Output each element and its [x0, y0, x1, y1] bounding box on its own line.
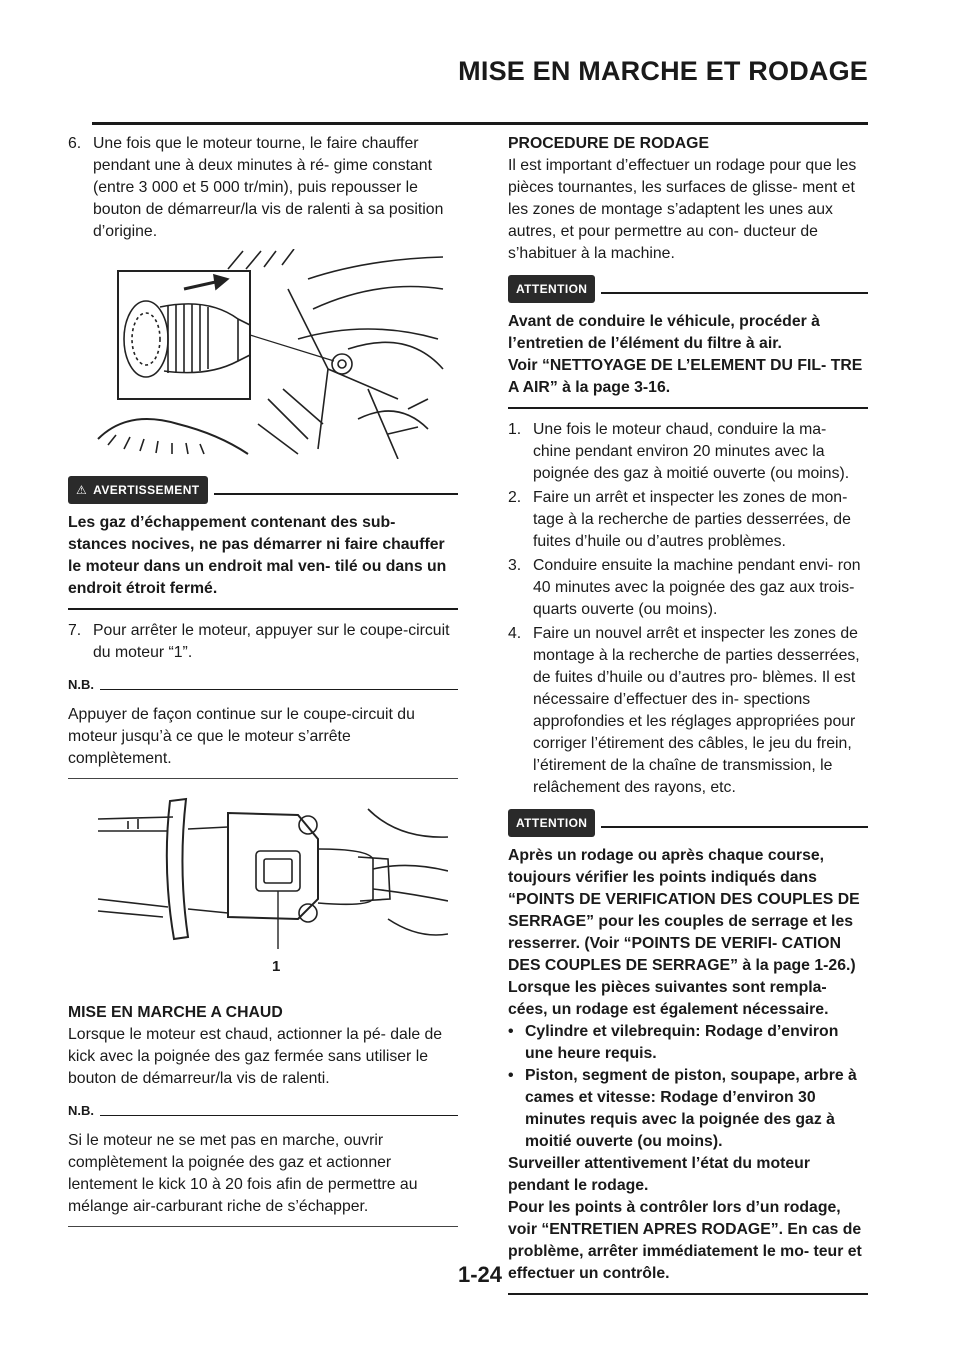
warning-triangle-icon: ⚠ — [76, 483, 88, 497]
attention-rule — [601, 826, 868, 828]
left-column — [68, 133, 458, 1237]
attention2-p3: Surveiller attentivement l’état du moteur pendant le rodage. — [508, 1155, 810, 1194]
step-6 — [68, 133, 458, 243]
breakin-step-3 — [508, 555, 868, 621]
breakin-step-4 — [508, 623, 868, 799]
page-number: 1-24 — [457, 1262, 503, 1287]
switch-figure — [68, 789, 458, 996]
step-number: 4. — [508, 625, 522, 642]
step-text: Une fois le moteur chaud, conduire la ma- chine pendant environ 20 minutes avec la poignée des gaz à moitié ouverte (ou moins). — [533, 421, 850, 482]
step-text: Pour arrêter le moteur, appuyer sur le coupe-circuit du moteur “1”. — [93, 622, 450, 661]
bullet-icon: • — [508, 1067, 514, 1084]
step-text: Faire un arrêt et inspecter les zones de mon- tage à la recherche de parties desserrées, de fuites d’huile ou d’autres problèmes. — [533, 489, 851, 550]
nb-label: N.B. — [68, 1103, 94, 1118]
attention-end-rule-1 — [508, 407, 868, 409]
right-column — [508, 133, 868, 1305]
attention-header-2 — [508, 809, 868, 837]
title-rule — [92, 122, 868, 125]
engine-illustration — [68, 249, 448, 459]
nb-text-1: Appuyer de façon continue sur le coupe-circuit du moteur jusqu’à ce que le moteur s’arrête complètement. — [68, 706, 415, 767]
warning-text: Les gaz d’échappement contenant des sub- stances nocives, ne pas démarrer ni faire chauffer le moteur dans un endroit mal ven- tilé ou dans un endroit étroit fermé. — [68, 514, 447, 597]
breakin-step-1 — [508, 419, 868, 485]
nb-header-1 — [68, 674, 458, 696]
bullet-text: Cylindre et vilebrequin: Rodage d’environ une heure requis. — [525, 1023, 839, 1062]
engine-figure — [68, 249, 458, 466]
attention-text-1: Avant de conduire le véhicule, procéder à l’entretien de l’élément du filtre à air. — [508, 313, 820, 352]
warning-label: AVERTISSEMENT — [93, 483, 200, 497]
attention-text-2: Voir “NETTOYAGE DE L’ELEMENT DU FIL- TRE A AIR” à la page 3-16. — [508, 357, 863, 396]
step-number: 1. — [508, 421, 522, 438]
step-number: 7. — [68, 622, 82, 639]
attention2-p2: Lorsque les pièces suivantes sont rempla- cées, un rodage est également nécessaire. — [508, 979, 829, 1018]
warning-end-rule — [68, 608, 458, 610]
step-number: 6. — [68, 135, 82, 152]
warmup-heading: MISE EN MARCHE A CHAUD — [68, 1004, 283, 1021]
attention2-p4: Pour les points à contrôler lors d’un rodage, voir “ENTRETIEN APRES RODAGE”. En cas de problème, arrêter immédiatement le mo- teur et effectuer un contrôle. — [508, 1199, 862, 1282]
step-text: Une fois que le moteur tourne, le faire chauffer pendant une à deux minutes à ré- gime constant (entre 3 000 et 5 000 tr/min), puis repousser le bouton de démarreur/la vis de ralenti à sa position d’origine. — [93, 135, 444, 240]
nb-label: N.B. — [68, 677, 94, 692]
step-7 — [68, 620, 458, 664]
page-title: MISE EN MARCHE ET RODAGE — [458, 56, 868, 86]
attention-end-rule-2 — [508, 1293, 868, 1295]
attention-header-1 — [508, 275, 868, 303]
step-number: 3. — [508, 557, 522, 574]
warning-rule — [214, 493, 459, 495]
step-text: Faire un nouvel arrêt et inspecter les zones de montage à la recherche de parties desserrées, de fuites d’huile ou d’autres pro- blèmes. Il est nécessaire d’effectuer des in- spections approfondies et les réglages appropriées pour corriger l’étirement des câbles, le jeu du frein, l’étirement de la chaîne de transmission, le relâchement des rayons, etc. — [533, 625, 860, 796]
figure-callout-label: 1 — [272, 958, 281, 975]
attention-badge: ATTENTION — [508, 809, 595, 837]
breakin-text: Il est important d’effectuer un rodage pour que les pièces tournantes, les surfaces de glisse- ment et les zones de montage s’adaptent les unes aux autres, et pour permettre au con- ducteur de s’habituer à la machine. — [508, 157, 857, 262]
warning-header — [68, 476, 458, 504]
nb-rule — [100, 1115, 458, 1116]
step-text: Conduire ensuite la machine pendant envi- ron 40 minutes avec la poignée des gaz aux trois-quarts ouverte (ou moins). — [533, 557, 861, 618]
attention-rule — [601, 292, 868, 294]
handlebar-switch-illustration — [68, 789, 448, 989]
breakin-step-2 — [508, 487, 868, 553]
warmup-text: Lorsque le moteur est chaud, actionner la pé- dale de kick avec la poignée des gaz fermée sans utiliser le bouton de démarreur/la vis de ralenti. — [68, 1026, 443, 1087]
nb-end-rule-1 — [68, 778, 458, 779]
attention-badge: ATTENTION — [508, 275, 595, 303]
step-number: 2. — [508, 489, 522, 506]
attention2-bullet-2 — [508, 1065, 868, 1153]
attention2-bullet-1 — [508, 1021, 868, 1065]
breakin-heading: PROCEDURE DE RODAGE — [508, 135, 709, 152]
bullet-text: Piston, segment de piston, soupape, arbre à cames et vitesse: Rodage d’environ 30 minutes requis avec la poignée des gaz à moitié ouverte (ou moins). — [525, 1067, 857, 1150]
warning-badge — [68, 476, 208, 504]
attention2-p1: Après un rodage ou après chaque course, toujours vérifier les points indiqués dans “POINTS DE VERIFICATION DES COUPLES DE SERRAGE” pour les couples de serrage et les resserrer. (Voir “POINTS DE VERIFI- CATION DES COUPLES DE SERRAGE” à la page 1-26.) — [508, 847, 860, 974]
nb-header-2 — [68, 1100, 458, 1122]
bullet-icon: • — [508, 1023, 514, 1040]
nb-rule — [100, 689, 458, 690]
nb-text-2: Si le moteur ne se met pas en marche, ouvrir complètement la poignée des gaz et actionner lentement le kick 10 à 20 fois afin de permettre au mélange air-carburant riche de s’échapper. — [68, 1132, 418, 1215]
nb-end-rule-2 — [68, 1226, 458, 1227]
